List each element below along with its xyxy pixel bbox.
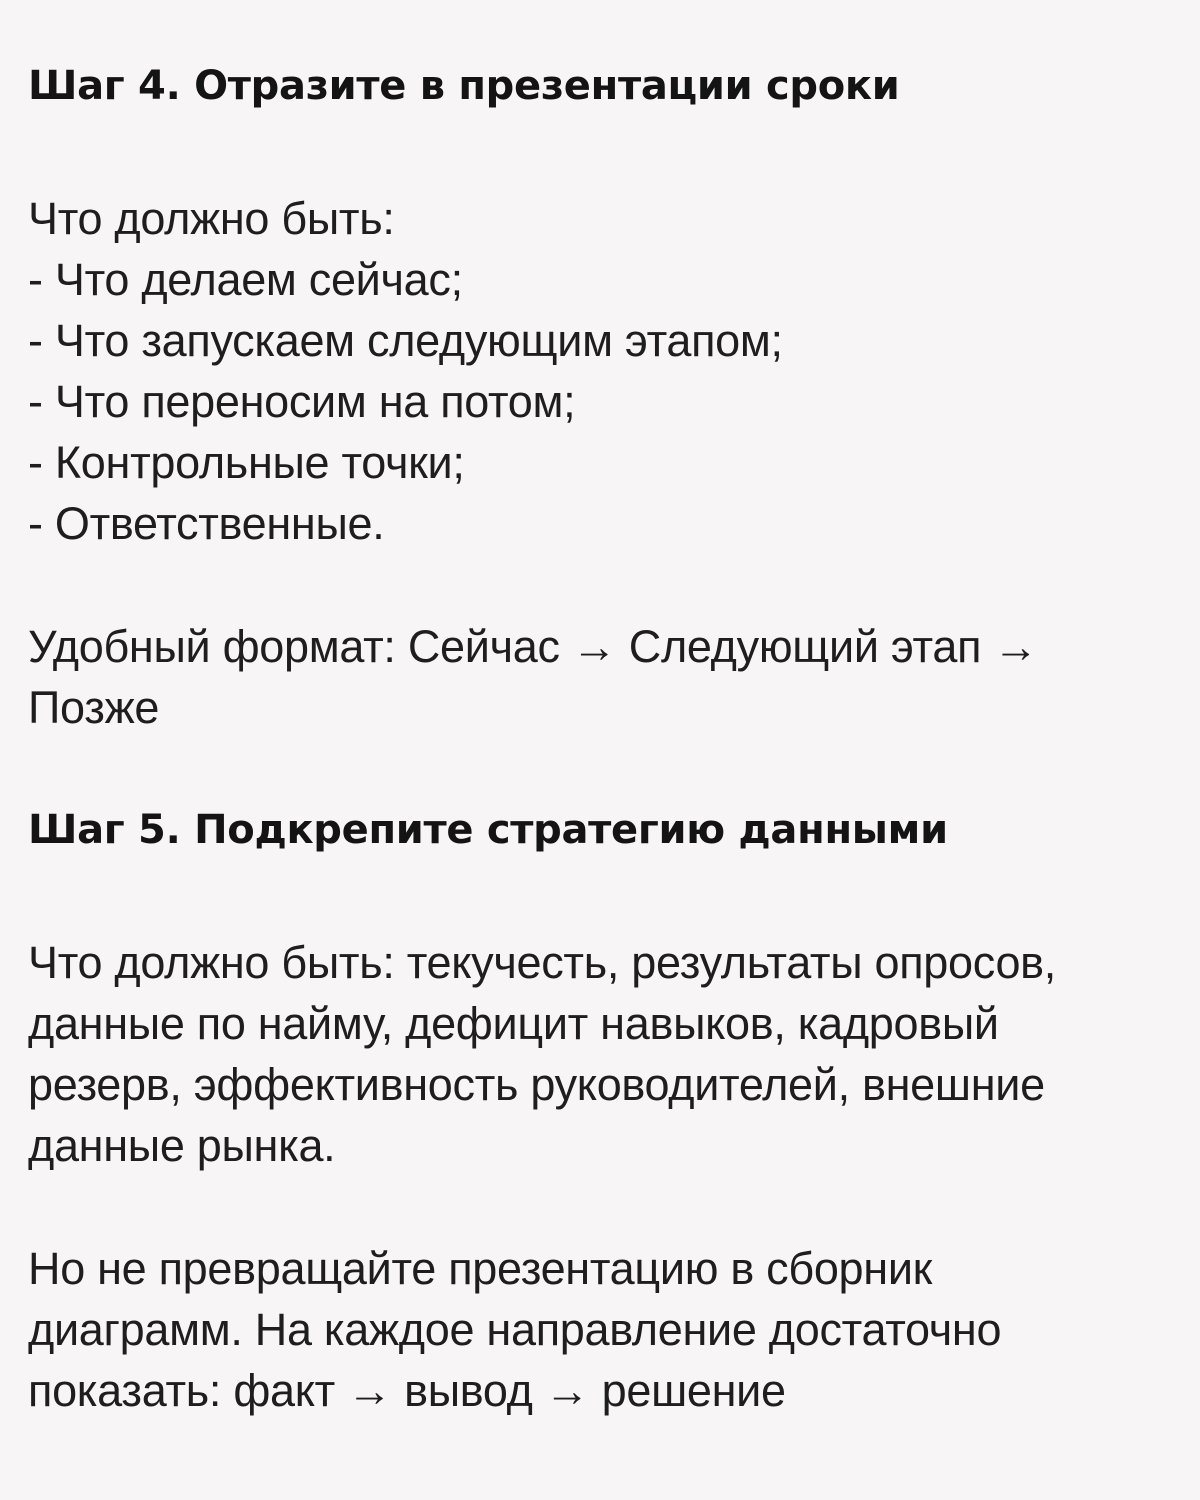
list-item: - Что переносим на потом; (28, 376, 576, 427)
step4-list (28, 249, 1160, 554)
step5-heading: Шаг 5. Подкрепите стратегию данными (28, 807, 948, 853)
step4-intro: Что должно быть: (28, 193, 395, 244)
spacer (28, 1176, 1160, 1238)
format-line: Удобный формат: Сейчас → Следующий этап → (28, 621, 1039, 672)
paragraph-line: показать: факт → вывод → решение (28, 1365, 786, 1416)
format-line: Позже (28, 682, 160, 733)
list-item: - Контрольные точки; (28, 437, 465, 488)
step4-requirements (28, 188, 1160, 554)
list-item: - Что делаем сейчас; (28, 254, 463, 305)
spacer (28, 116, 1160, 188)
paragraph-line: данные по найму, дефицит навыков, кадровый (28, 998, 999, 1049)
spacer (28, 860, 1160, 932)
paragraph-line: резерв, эффективность руководителей, внешние (28, 1059, 1045, 1110)
list-item: - Ответственные. (28, 498, 385, 549)
spacer (28, 554, 1160, 616)
step4-heading: Шаг 4. Отразите в презентации сроки (28, 63, 900, 109)
list-item: - Что запускаем следующим этапом; (28, 315, 783, 366)
paragraph-line: данные рынка. (28, 1120, 336, 1171)
paragraph-line: Что должно быть: текучесть, результаты опросов, (28, 937, 1056, 988)
spacer (28, 738, 1160, 800)
step5-paragraph-2 (28, 1238, 1160, 1421)
paragraph-line: Но не превращайте презентацию в сборник (28, 1243, 933, 1294)
paragraph-line: диаграмм. На каждое направление достаточно (28, 1304, 1002, 1355)
step4-format (28, 616, 1160, 738)
step5-paragraph-1 (28, 932, 1160, 1176)
